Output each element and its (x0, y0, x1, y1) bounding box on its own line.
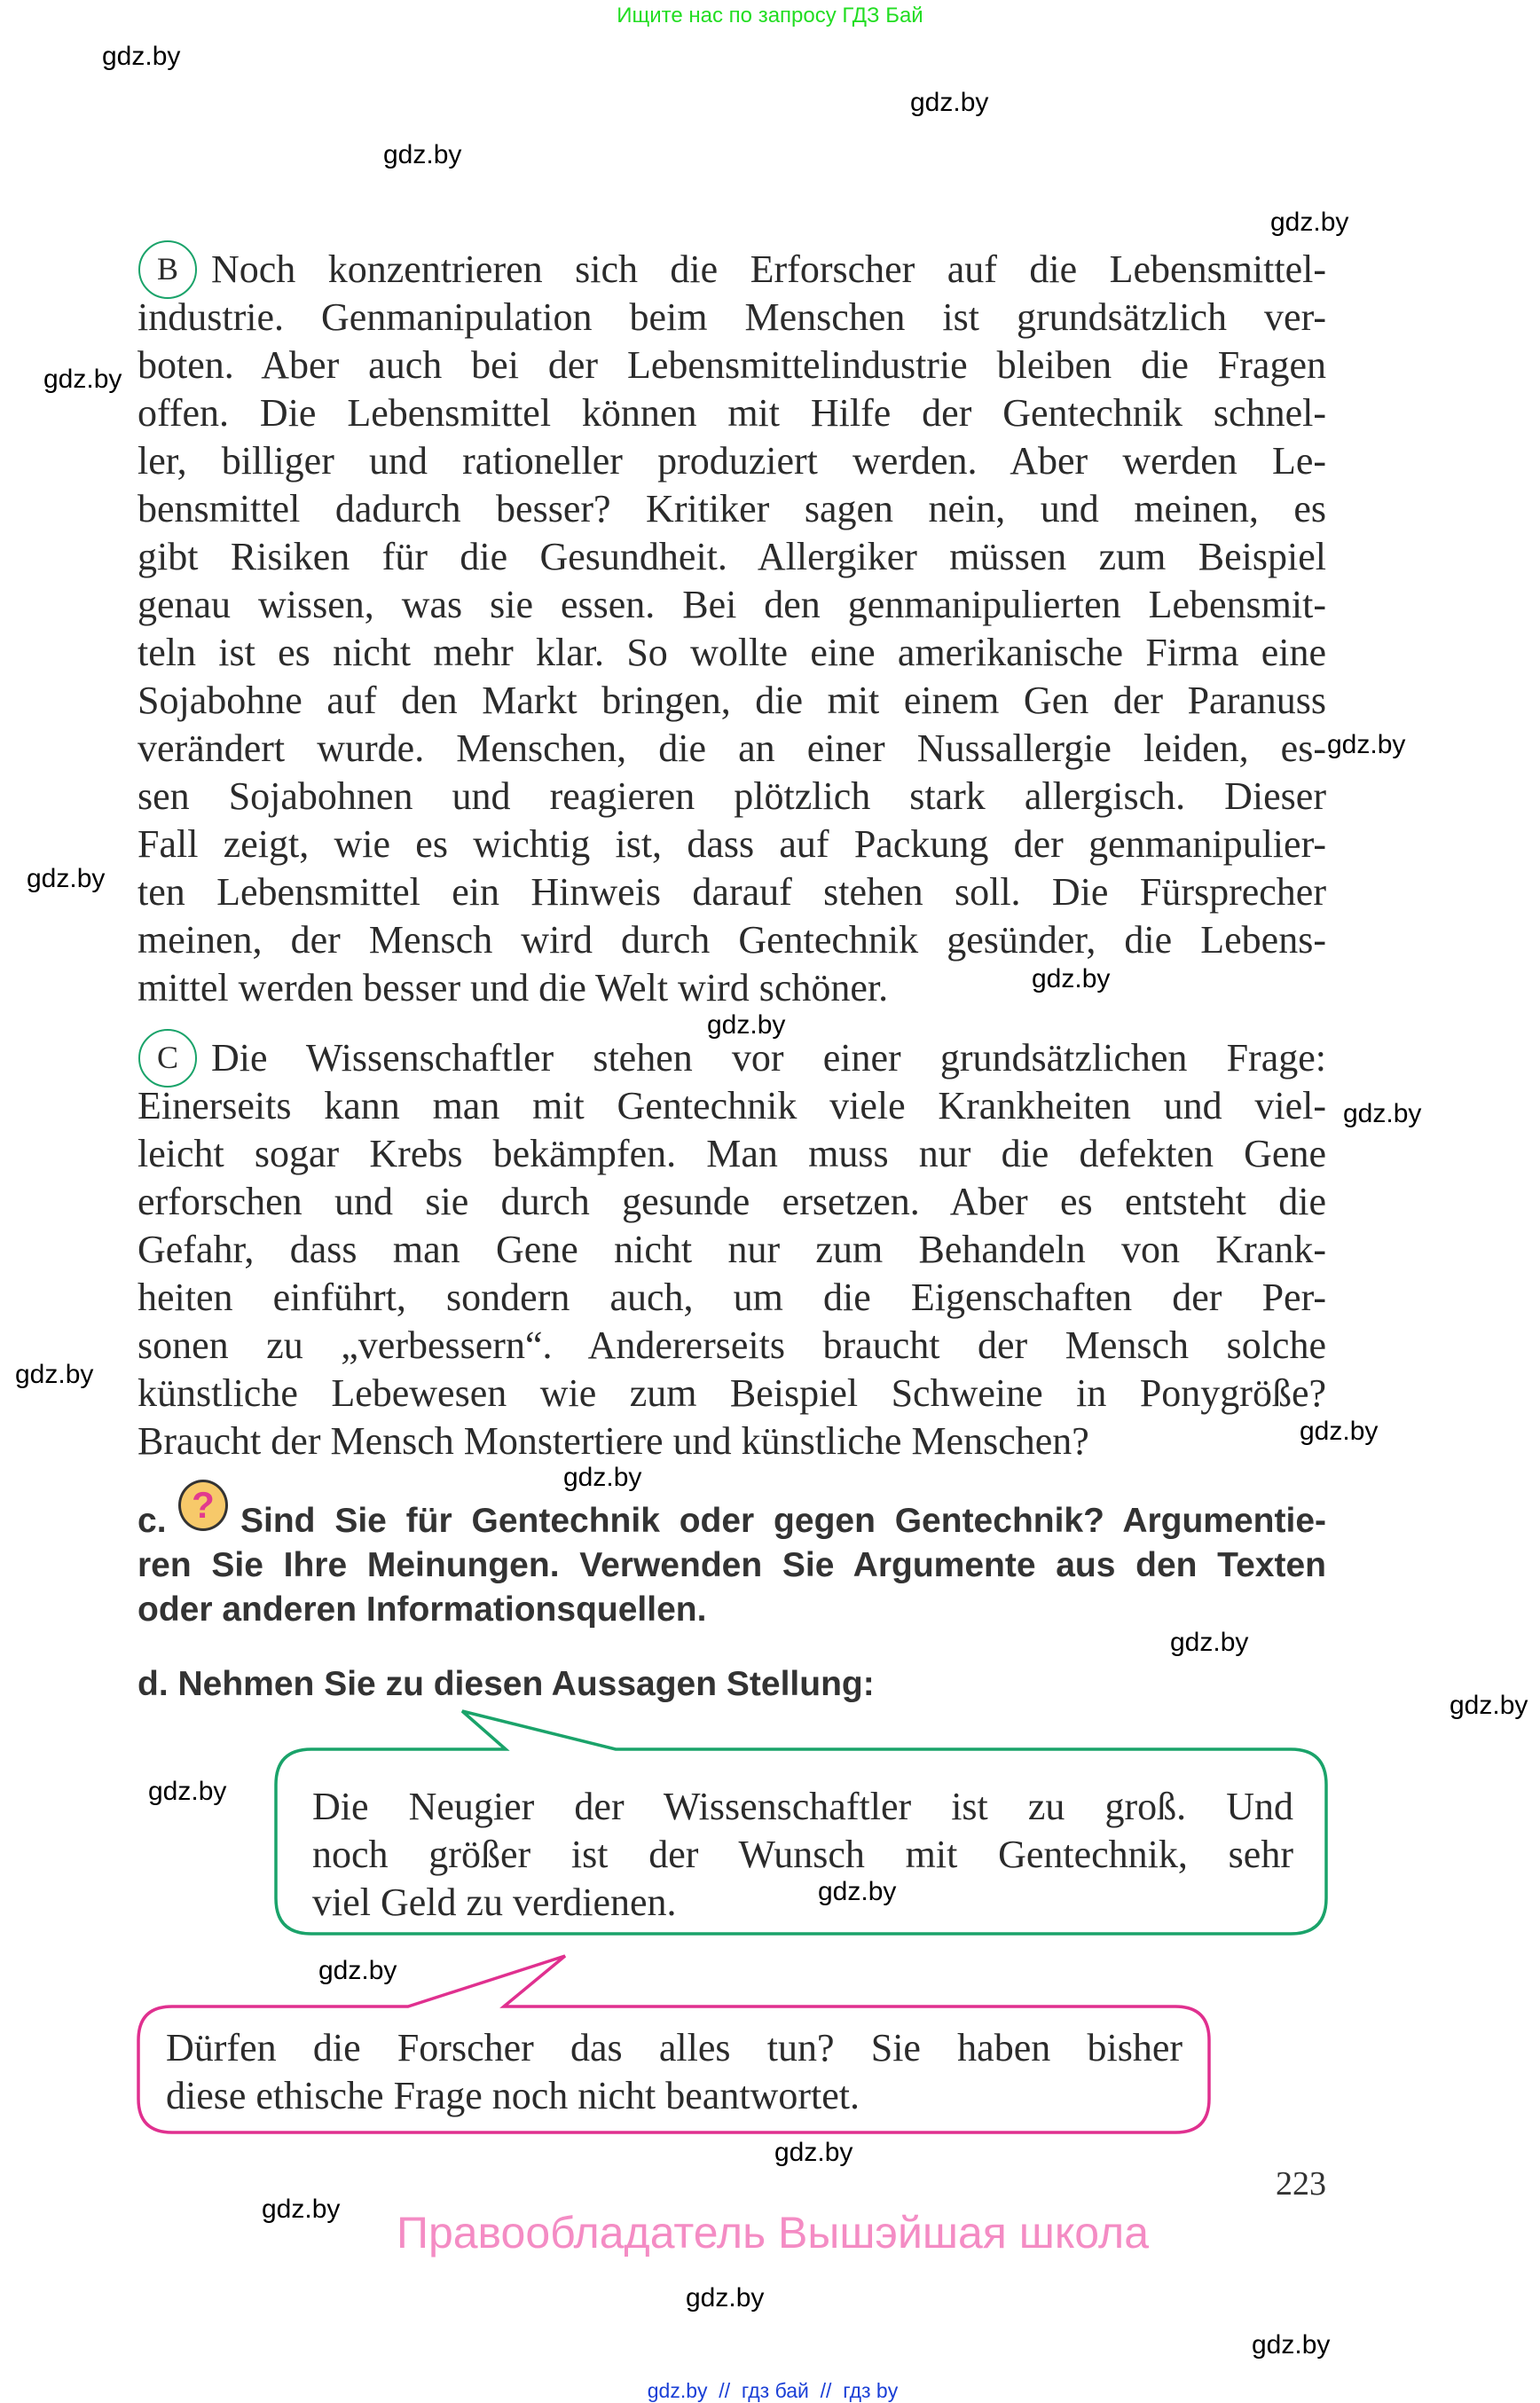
question-icon: ? (178, 1480, 228, 1531)
text-line: ten Lebensmittel ein Hinweis darauf stehen soll. Die Fürsprecher (138, 870, 1326, 914)
text-line: erforschen und sie durch gesunde ersetzen. Aber es entsteht die (138, 1180, 1326, 1223)
text-line: offen. Die Lebensmittel können mit Hilfe der Gentechnik schnel- (138, 391, 1326, 435)
text-line: Die Wissenschaftler stehen vor einer grundsätzlichen Frage: (211, 1036, 1326, 1080)
speech-bubble-pink-text (166, 2024, 1182, 2120)
watermark: gdz.by (383, 140, 462, 169)
text-line: sonen zu „verbessern“. Andererseits braucht der Mensch solche (138, 1323, 1326, 1367)
task-c-label: c. (138, 1502, 167, 1540)
text-line: sen Sojabohnen und reagieren plötzlich stark allergisch. Dieser (138, 774, 1326, 818)
watermark: gdz.by (1252, 2330, 1331, 2360)
text-line: Noch konzentrieren sich die Erforscher auf die Lebensmittel- (211, 247, 1326, 291)
watermark: gdz.by (1450, 1691, 1528, 1720)
watermark: gdz.by (1343, 1099, 1422, 1128)
text-line: verändert wurde. Menschen, die an einer Nussallergie leiden, es- (138, 726, 1326, 770)
text-line: Gefahr, dass man Gene nicht nur zum Behandeln von Krank- (138, 1228, 1326, 1271)
text-line: leicht sogar Krebs bekämpfen. Man muss nur die defekten Gene (138, 1132, 1326, 1175)
watermark: gdz.by (43, 365, 122, 394)
watermark: gdz.by (15, 1360, 94, 1389)
text-line: heiten einführt, sondern auch, um die Eigenschaften der Per- (138, 1276, 1326, 1319)
text-line: Sojabohne auf den Markt bringen, die mit einem Gen der Paranuss (138, 679, 1326, 722)
page-number: 223 (1276, 2165, 1326, 2203)
watermark: gdz.by (27, 864, 106, 893)
task-d-heading: d. Nehmen Sie zu diesen Aussagen Stellung: (138, 1665, 875, 1703)
text-line: Die Neugier der Wissenschaftler ist zu groß. Und (312, 1785, 1293, 1828)
text-line: oder anderen Informationsquellen. (138, 1590, 707, 1629)
watermark: gdz.by (148, 1777, 227, 1806)
watermark: gdz.by (1300, 1417, 1379, 1446)
search-hint: Ищите нас по запросу ГДЗ Бай (617, 4, 923, 27)
watermark: gdz.by (774, 2138, 853, 2167)
watermark: gdz.by (102, 42, 181, 71)
text-line: Fall zeigt, wie es wichtig ist, dass auf Packung der genmanipulier- (138, 822, 1326, 866)
text-line: meinen, der Mensch wird durch Gentechnik gesünder, die Lebens- (138, 918, 1326, 962)
text-line: teln ist es nicht mehr klar. So wollte eine amerikanische Firma eine (138, 631, 1326, 674)
text-line: Dürfen die Forscher das alles tun? Sie haben bisher (166, 2026, 1182, 2069)
watermark: gdz.by (1032, 964, 1111, 993)
text-line: Einerseits kann man mit Gentechnik viele Krankheiten und viel- (138, 1084, 1326, 1127)
watermark: gdz.by (563, 1463, 642, 1492)
text-line: boten. Aber auch bei der Lebensmittelindustrie bleiben die Fragen (138, 343, 1326, 387)
section-marker-c: C (138, 1029, 197, 1088)
watermark: gdz.by (686, 2283, 765, 2313)
text-line: mittel werden besser und die Welt wird schöner. (138, 966, 889, 1009)
text-line: Braucht der Mensch Monstertiere und künstliche Menschen? (138, 1419, 1089, 1463)
text-line: bensmittel dadurch besser? Kritiker sagen nein, und meinen, es (138, 487, 1326, 530)
text-line: viel Geld zu verdienen. (312, 1881, 677, 1924)
text-line: ren Sie Ihre Meinungen. Verwenden Sie Argumente aus den Texten (138, 1546, 1326, 1584)
copyright-notice: Правообладатель Вышэйшая школа (397, 2208, 1149, 2258)
text-line: diese ethische Frage noch nicht beantwortet. (166, 2074, 860, 2117)
text-line: genau wissen, was sie essen. Bei den genmanipulierten Lebensmit- (138, 583, 1326, 626)
watermark: gdz.by (1327, 730, 1406, 759)
watermark: gdz.by (318, 1956, 397, 1985)
text-line: Sind Sie für Gentechnik oder gegen Gentechnik? Argumentie- (240, 1502, 1326, 1540)
text-line: gibt Risiken für die Gesundheit. Allergiker müssen zum Beispiel (138, 535, 1326, 578)
text-line: noch größer ist der Wunsch mit Gentechnik, sehr (312, 1833, 1293, 1876)
text-line: ler, billiger und rationeller produziert werden. Aber werden Le- (138, 439, 1326, 483)
watermark: gdz.by (1270, 208, 1349, 237)
footer-links[interactable]: gdz.by // гдз бай // гдз by (647, 2379, 899, 2402)
text-line: industrie. Genmanipulation beim Menschen ist grundsätzlich ver- (138, 295, 1326, 339)
watermark: gdz.by (1170, 1628, 1249, 1657)
watermark: gdz.by (818, 1877, 897, 1906)
watermark: gdz.by (707, 1010, 786, 1040)
section-marker-b: B (138, 240, 197, 299)
watermark: gdz.by (262, 2195, 341, 2224)
watermark: gdz.by (910, 88, 989, 117)
text-line: künstliche Lebewesen wie zum Beispiel Schweine in Ponygröße? (138, 1371, 1326, 1415)
speech-bubble-green-text (312, 1783, 1293, 1927)
